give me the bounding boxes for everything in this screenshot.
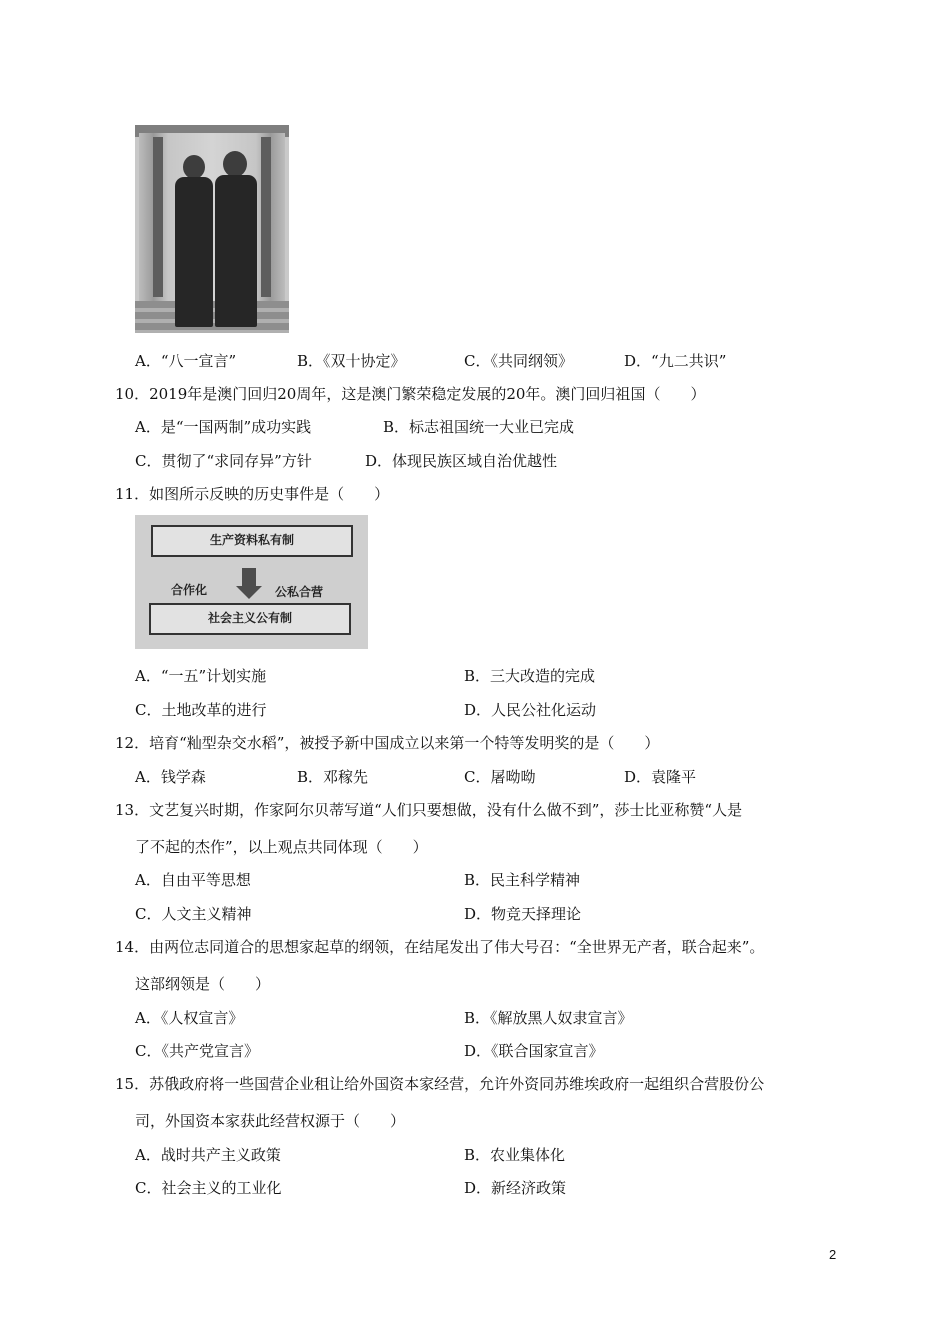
q13-option-d: D．物竞天择理论	[464, 905, 582, 923]
q9-option-c: C．《共同纲领》	[464, 352, 573, 370]
q12-stem: 12．培育“籼型杂交水稻”，被授予新中国成立以来第一个特等发明奖的是（ ）	[115, 734, 660, 752]
q15-stem-line1: 15．苏俄政府将一些国营企业租让给外国资本家经营，允许外资同苏维埃政府一起组织合营股份公	[115, 1075, 765, 1093]
photo-pillar-left	[153, 137, 163, 297]
q13-option-c: C．人文主义精神	[135, 905, 252, 923]
q12-option-c: C．屠呦呦	[464, 768, 536, 786]
q12-option-d: D．袁隆平	[624, 768, 697, 786]
q11-option-a: A．“一五”计划实施	[135, 667, 267, 685]
q15-option-c: C．社会主义的工业化	[135, 1179, 282, 1197]
q13-option-b: B．民主科学精神	[464, 871, 581, 889]
photo-figure-right	[215, 175, 257, 327]
q9-option-d: D．“九二共识”	[624, 352, 727, 370]
q10-option-b: B．标志祖国统一大业已完成	[383, 418, 575, 436]
q11-option-b: B．三大改造的完成	[464, 667, 596, 685]
diagram-left-label: 合作化	[171, 583, 208, 597]
q10-option-a: A．是“一国两制”成功实践	[135, 418, 312, 436]
q14-option-c: C．《共产党宣言》	[135, 1042, 259, 1060]
q15-option-a: A．战时共产主义政策	[135, 1146, 281, 1164]
q11-option-c: C．土地改革的进行	[135, 701, 267, 719]
photo-pillar-right	[261, 137, 271, 297]
diagram-right-label: 公私合营	[275, 585, 324, 599]
historical-photo	[135, 125, 289, 333]
q14-stem-line2: 这部纲领是（ ）	[135, 975, 271, 993]
q12-option-a: A．钱学森	[135, 768, 206, 786]
q15-stem-line2: 司，外国资本家获此经营权源于（ ）	[135, 1112, 406, 1130]
q13-option-a: A．自由平等思想	[135, 871, 251, 889]
q14-option-a: A．《人权宣言》	[135, 1009, 244, 1027]
page-number: 2	[829, 1247, 837, 1262]
down-arrow-head-icon	[236, 586, 262, 599]
q13-stem-line1: 13．文艺复兴时期，作家阿尔贝蒂写道“人们只要想做，没有什么做不到”，莎士比亚称赞“人是	[115, 801, 743, 819]
q14-option-b: B．《解放黑人奴隶宣言》	[464, 1009, 633, 1027]
q9-option-b: B．《双十协定》	[297, 352, 406, 370]
q13-stem-line2: 了不起的杰作”，以上观点共同体现（ ）	[135, 838, 428, 856]
q15-option-b: B．农业集体化	[464, 1146, 566, 1164]
photo-figure-left-head	[183, 155, 205, 179]
q11-option-d: D．人民公社化运动	[464, 701, 597, 719]
photo-figure-left	[175, 177, 213, 327]
diagram-top-box: 生产资料私有制	[151, 525, 353, 557]
q14-option-d: D．《联合国家宣言》	[464, 1042, 604, 1060]
photo-figure-right-head	[223, 151, 247, 177]
q10-option-d: D．体现民族区域自治优越性	[365, 452, 558, 470]
q12-option-b: B．邓稼先	[297, 768, 369, 786]
q11-stem: 11．如图所示反映的历史事件是（ ）	[115, 485, 390, 503]
q10-option-c: C．贯彻了“求同存异”方针	[135, 452, 312, 470]
q10-stem: 10．2019年是澳门回归20周年，这是澳门繁荣稳定发展的20年。澳门回归祖国（ ）	[115, 385, 706, 403]
transformation-diagram	[135, 515, 368, 649]
q14-stem-line1: 14．由两位志同道合的思想家起草的纲领，在结尾发出了伟大号召：“全世界无产者，联合起来”。	[115, 938, 765, 956]
down-arrow-icon	[242, 568, 256, 586]
q9-option-a: A．“八一宣言”	[135, 352, 237, 370]
diagram-bottom-box: 社会主义公有制	[149, 603, 351, 635]
q15-option-d: D．新经济政策	[464, 1179, 567, 1197]
